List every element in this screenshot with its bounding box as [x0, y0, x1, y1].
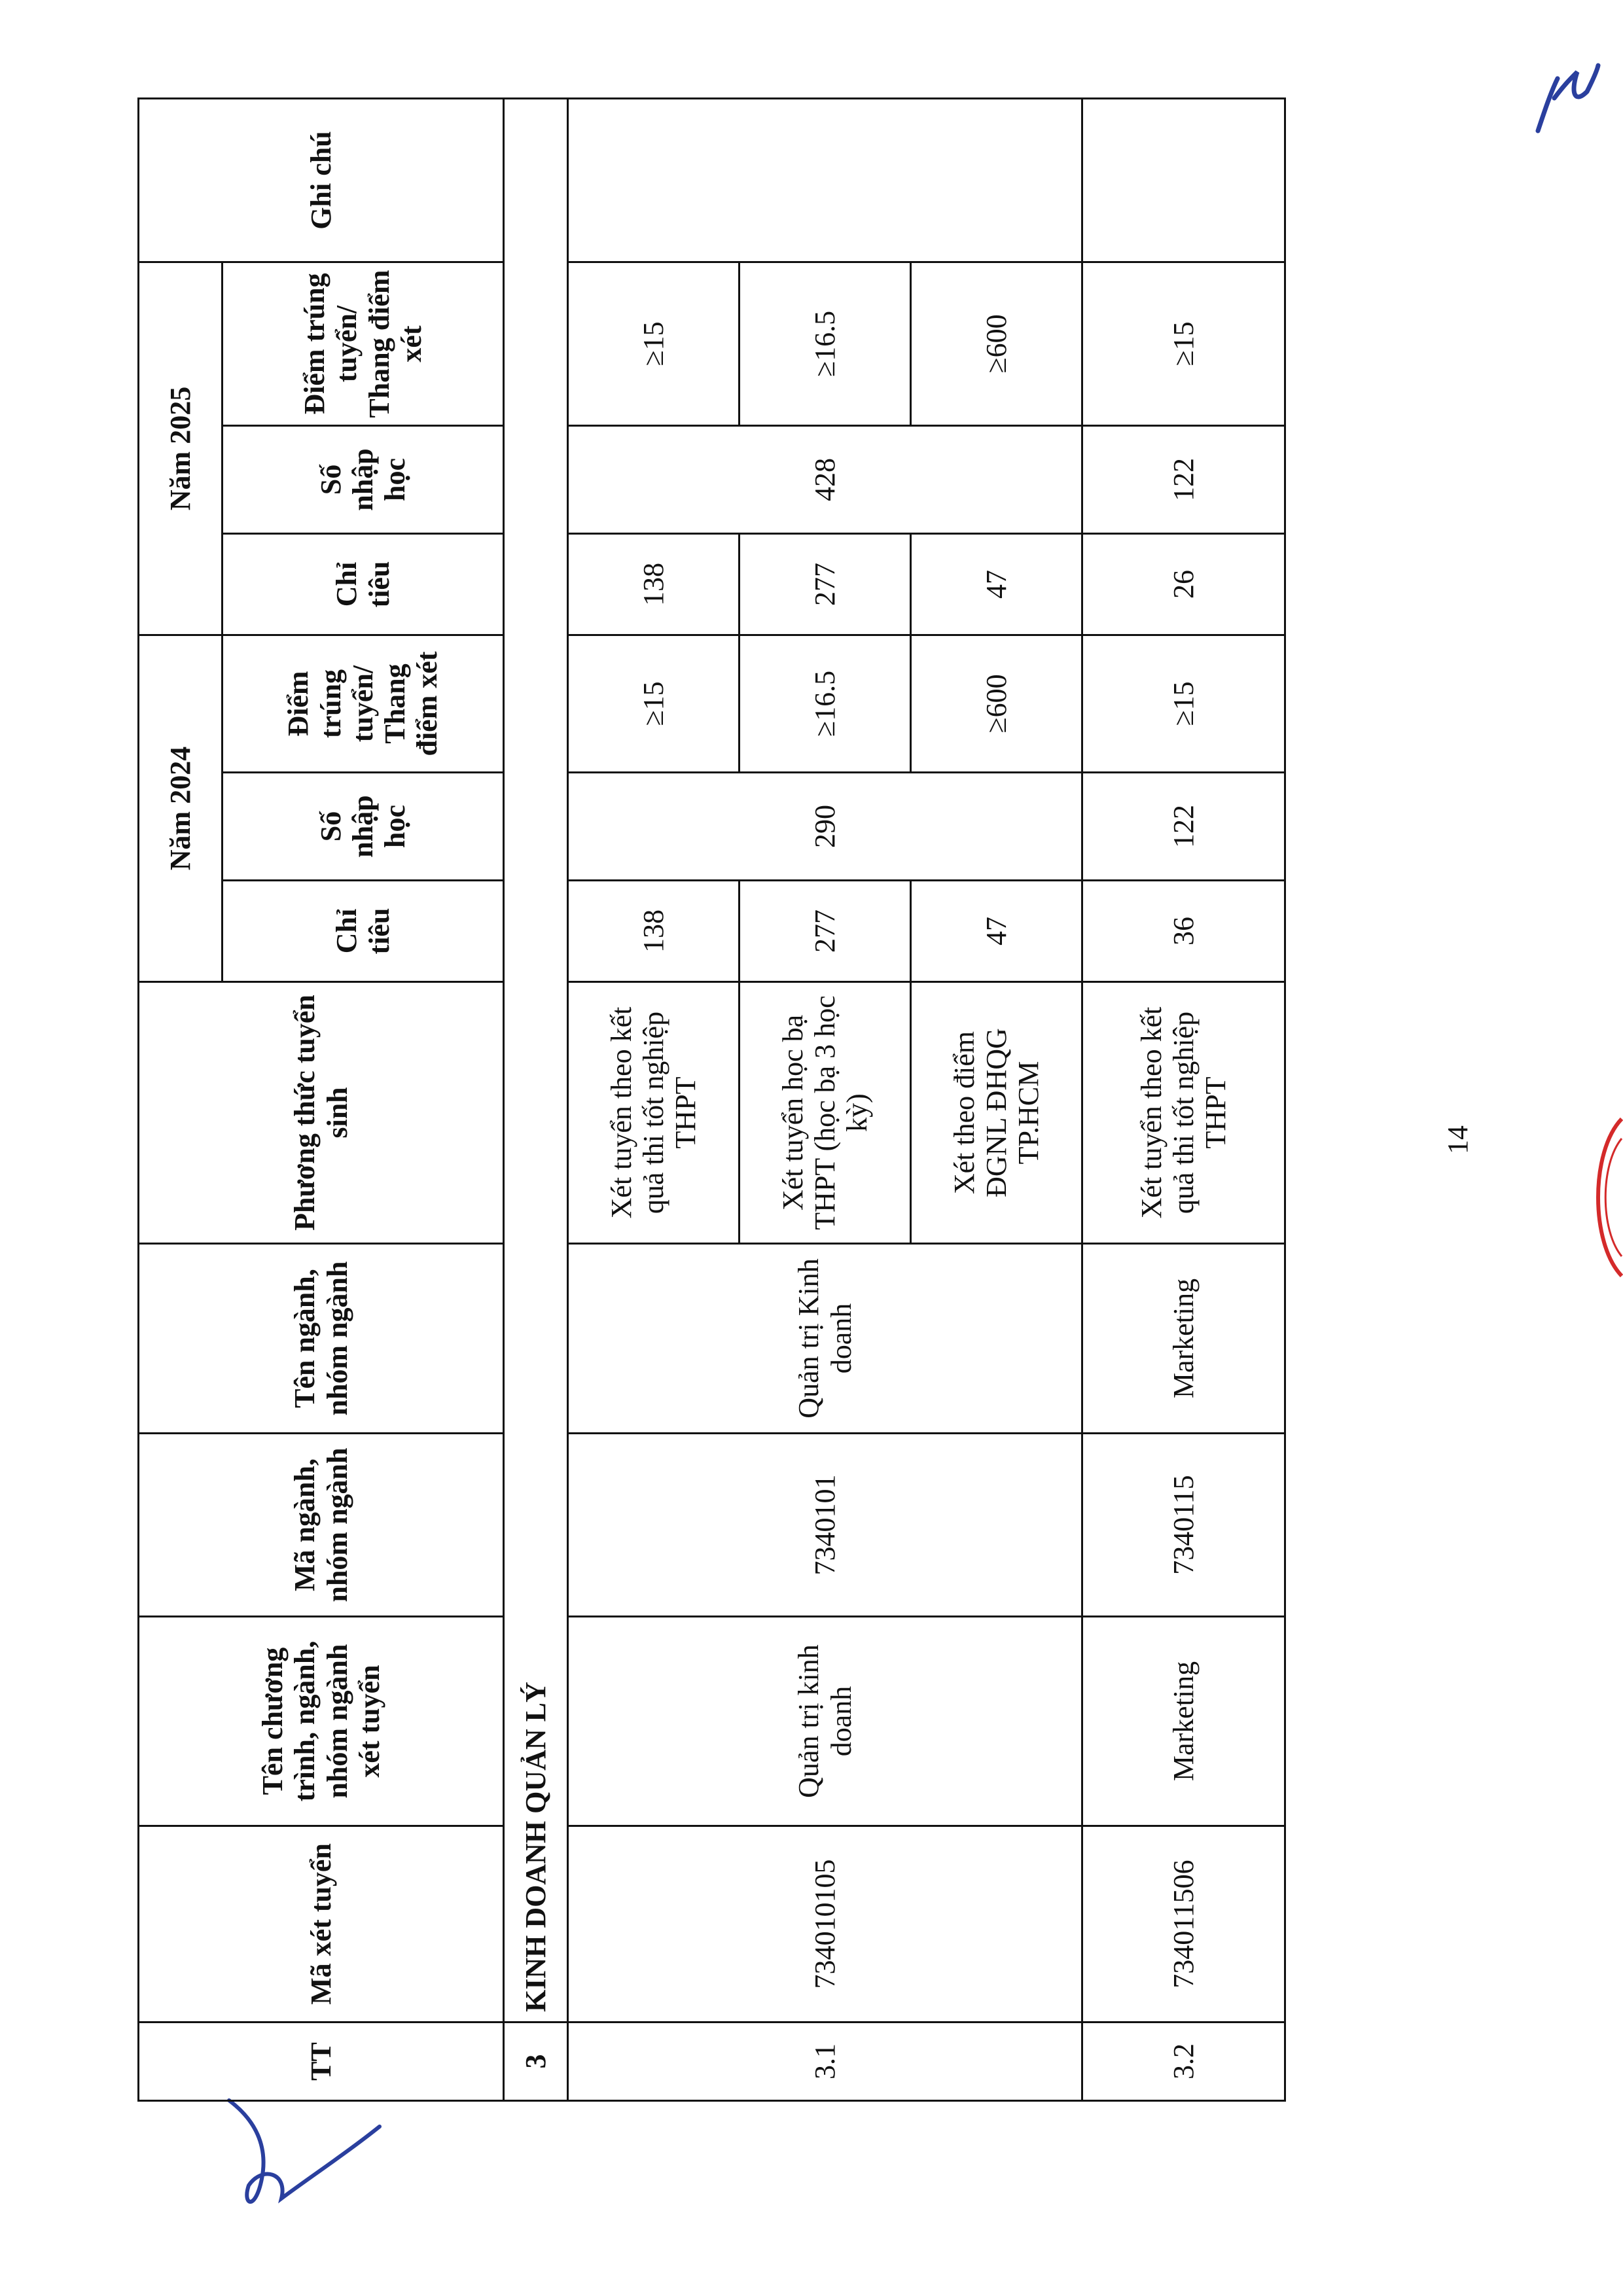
header-ma-xet-tuyen: Mã xét tuyển	[139, 1826, 504, 2022]
stamp-fragment	[1584, 1112, 1623, 1282]
cell-phuong-thuc: Xét tuyển theo kết quả thi tốt nghiệp THPT	[1082, 982, 1285, 1244]
header-so-nhap-hoc-2025: Số nhập học	[223, 426, 504, 534]
cell-ma-nganh: 7340101	[568, 1434, 1082, 1617]
cell-ten-chuong-trinh: Marketing	[1082, 1617, 1285, 1826]
header-ten-nganh: Tên ngành, nhóm ngành	[139, 1244, 504, 1434]
header-nam-2024: Năm 2024	[139, 635, 223, 982]
cell-ten-nganh: Quản trị Kinh doanh	[568, 1244, 1082, 1434]
cell-ma-xet-tuyen: 734010105	[568, 1826, 1082, 2022]
section-tt: 3	[504, 2022, 568, 2101]
cell-chi-tieu-2024: 36	[1082, 881, 1285, 982]
cell-so-nhap-hoc-2024: 290	[568, 773, 1082, 881]
table-row	[568, 99, 740, 2101]
cell-so-nhap-hoc-2025: 428	[568, 426, 1082, 534]
cell-diem-2025: ≥600	[911, 262, 1082, 426]
cell-tt: 3.2	[1082, 2022, 1285, 2101]
page-number: 14	[1442, 1125, 1474, 1154]
table-row	[1082, 99, 1285, 2101]
cell-diem-2025: ≥16.5	[740, 262, 911, 426]
cell-chi-tieu-2025: 47	[911, 534, 1082, 635]
cell-chi-tieu-2024: 277	[740, 881, 911, 982]
header-ma-nganh: Mã ngành, nhóm ngành	[139, 1434, 504, 1617]
section-row	[504, 99, 568, 2101]
header-tt: TT	[139, 2022, 504, 2101]
cell-so-nhap-hoc-2025: 122	[1082, 426, 1285, 534]
cell-diem-2024: ≥600	[911, 635, 1082, 773]
admission-table	[137, 97, 1286, 2102]
header-diem-2024: Điểm trúng tuyển/ Thang điểm xét	[223, 635, 504, 773]
cell-diem-2025: ≥15	[568, 262, 740, 426]
cell-so-nhap-hoc-2024: 122	[1082, 773, 1285, 881]
signature-mark-bottom	[216, 2081, 386, 2225]
section-title: KINH DOANH QUẢN LÝ	[504, 99, 568, 2022]
header-chi-tieu-2024: Chỉ tiêu	[223, 881, 504, 982]
cell-diem-2025: ≥15	[1082, 262, 1285, 426]
header-diem-2025: Điểm trúng tuyển/ Thang điểm xét	[223, 262, 504, 426]
cell-diem-2024: ≥15	[1082, 635, 1285, 773]
cell-ten-nganh: Marketing	[1082, 1244, 1285, 1434]
rotated-table-container	[137, 99, 1284, 2102]
cell-phuong-thuc: Xét theo điểm ĐGNL ĐHQG TP.HCM	[911, 982, 1082, 1244]
cell-chi-tieu-2025: 138	[568, 534, 740, 635]
cell-ma-nganh: 7340115	[1082, 1434, 1285, 1617]
header-ghi-chu: Ghi chú	[139, 99, 504, 262]
cell-diem-2024: ≥15	[568, 635, 740, 773]
cell-ghi-chu	[568, 99, 1082, 262]
cell-ma-xet-tuyen: 734011506	[1082, 1826, 1285, 2022]
cell-tt: 3.1	[568, 2022, 1082, 2101]
cell-chi-tieu-2025: 26	[1082, 534, 1285, 635]
header-chi-tieu-2025: Chỉ tiêu	[223, 534, 504, 635]
cell-chi-tieu-2025: 277	[740, 534, 911, 635]
cell-phuong-thuc: Xét tuyển theo kết quả thi tốt nghiệp THPT	[568, 982, 740, 1244]
cell-chi-tieu-2024: 138	[568, 881, 740, 982]
header-ten-chuong-trinh: Tên chương trình, ngành, nhóm ngành xét tuyển	[139, 1617, 504, 1826]
cell-diem-2024: ≥16.5	[740, 635, 911, 773]
cell-phuong-thuc: Xét tuyển học bạ THPT (học bạ 3 học kỳ)	[740, 982, 911, 1244]
header-so-nhap-hoc-2024: Số nhập học	[223, 773, 504, 881]
cell-ghi-chu	[1082, 99, 1285, 262]
signature-mark-top	[1525, 52, 1603, 144]
header-nam-2025: Năm 2025	[139, 262, 223, 635]
header-phuong-thuc: Phương thức tuyển sinh	[139, 982, 504, 1244]
cell-chi-tieu-2024: 47	[911, 881, 1082, 982]
cell-ten-chuong-trinh: Quản trị kinh doanh	[568, 1617, 1082, 1826]
